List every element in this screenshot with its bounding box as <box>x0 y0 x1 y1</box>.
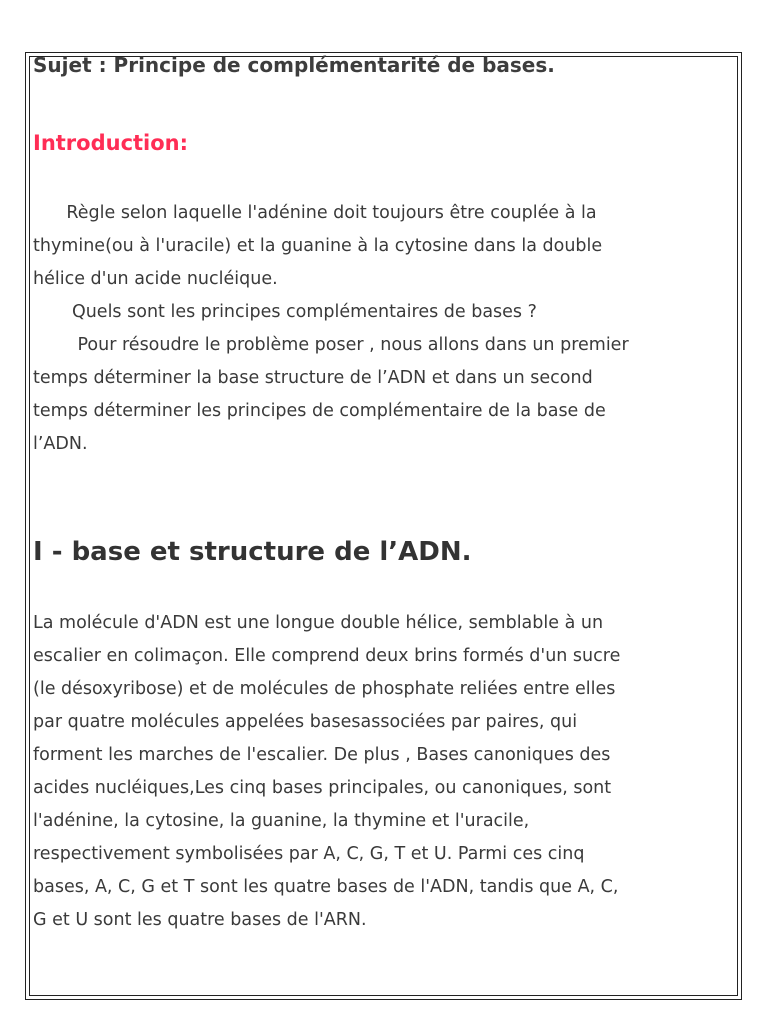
introduction-heading: Introduction: <box>33 131 189 155</box>
section-1-line: (le désoxyribose) et de molécules de phosphate reliées entre elles <box>33 679 616 699</box>
introduction-line: hélice d'un acide nucléique. <box>33 269 278 289</box>
section-1-line: bases, A, C, G et T sont les quatre bases de l'ADN, tandis que A, C, <box>33 877 619 897</box>
introduction-line: Pour résoudre le problème poser , nous allons dans un premier <box>33 335 629 355</box>
section-1-line: G et U sont les quatre bases de l'ARN. <box>33 910 367 930</box>
introduction-line: temps déterminer la base structure de l’ADN et dans un second <box>33 368 593 388</box>
introduction-line: l’ADN. <box>33 434 88 454</box>
section-1-line: La molécule d'ADN est une longue double hélice, semblable à un <box>33 613 604 633</box>
introduction-line: Quels sont les principes complémentaires de bases ? <box>33 302 537 322</box>
section-1-line: forment les marches de l'escalier. De plus , Bases canoniques des <box>33 745 611 765</box>
document-subject: Sujet : Principe de complémentarité de bases. <box>33 53 555 77</box>
section-1-line: par quatre molécules appelées basesassociées par paires, qui <box>33 712 578 732</box>
section-1-body <box>33 607 620 937</box>
section-1-line: l'adénine, la cytosine, la guanine, la thymine et l'uracile, <box>33 811 530 831</box>
section-1-line: escalier en colimaçon. Elle comprend deux brins formés d'un sucre <box>33 646 621 666</box>
section-1-line: acides nucléiques,Les cinq bases principales, ou canoniques, sont <box>33 778 612 798</box>
introduction-body <box>33 197 629 461</box>
section-1-heading: I - base et structure de l’ADN. <box>33 537 472 567</box>
introduction-line: temps déterminer les principes de complémentaire de la base de <box>33 401 606 421</box>
introduction-line: thymine(ou à l'uracile) et la guanine à la cytosine dans la double <box>33 236 603 256</box>
introduction-line: Règle selon laquelle l'adénine doit toujours être couplée à la <box>33 203 597 223</box>
section-1-line: respectivement symbolisées par A, C, G, T et U. Parmi ces cinq <box>33 844 585 864</box>
